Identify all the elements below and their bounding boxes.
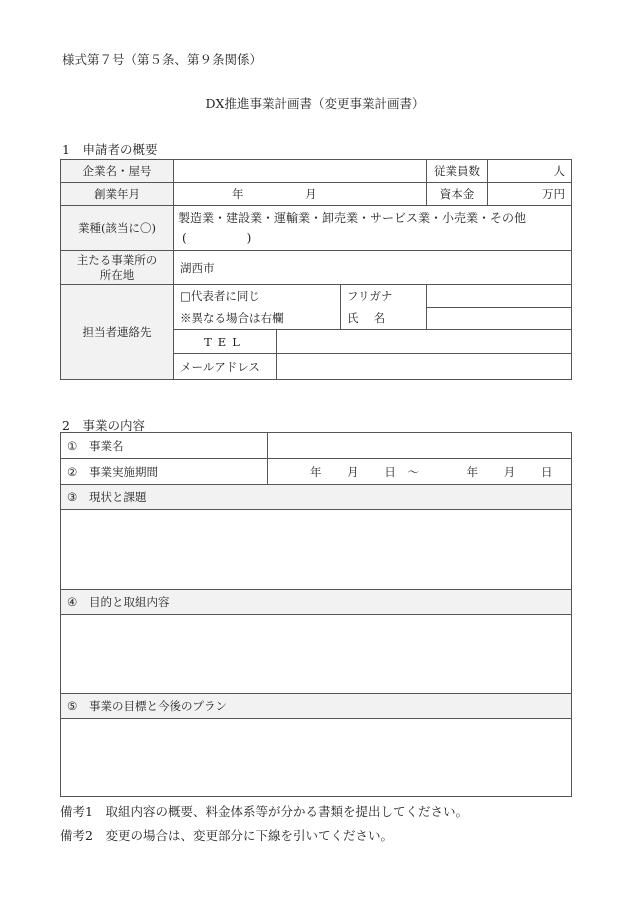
business-content-table <box>60 432 572 797</box>
industry-other: ( ) <box>182 231 252 245</box>
email-field[interactable] <box>277 354 572 380</box>
period-start-month: 月 <box>347 464 359 479</box>
item5-number: ⑤ <box>67 699 78 713</box>
item2-number: ② <box>67 464 78 479</box>
industry-field[interactable] <box>174 206 572 251</box>
period-label <box>61 459 268 485</box>
tel-field[interactable] <box>277 330 572 354</box>
purpose-header <box>61 590 572 615</box>
capital-unit: 万円 <box>542 187 566 201</box>
section2-heading: 2 事業の内容 <box>62 418 145 433</box>
applicant-overview-table <box>60 159 572 380</box>
note-1: 備考1 取組内容の概要、料金体系等が分かる書類を提出してください。 <box>60 804 468 819</box>
founded-label: 創業年月 <box>61 183 174 206</box>
period-tilde: ～ <box>407 464 419 479</box>
form-number: 様式第７号（第５条、第９条関係） <box>62 52 263 67</box>
founded-year-unit: 年 <box>232 187 244 201</box>
project-name-label <box>61 433 268 459</box>
item2-label: 事業実施期間 <box>89 464 158 479</box>
tel-label: TEL <box>174 330 277 354</box>
company-name-field[interactable] <box>174 160 427 183</box>
period-start-day: 日 <box>384 464 396 479</box>
if-different-note: ※異なる場合は右欄 <box>180 311 284 325</box>
industry-options: 製造業・建設業・運輸業・卸売業・サービス業・小売業・その他 <box>178 211 527 225</box>
email-label: メールアドレス <box>174 354 277 380</box>
name-label: 氏 名 <box>341 307 427 330</box>
furigana-field[interactable] <box>427 285 572 308</box>
project-name-field[interactable] <box>268 433 572 459</box>
section1-heading: 1 申請者の概要 <box>62 142 158 157</box>
office-label-line2: 所在地 <box>99 267 135 282</box>
employees-label: 従業員数 <box>427 160 488 183</box>
period-end-day: 日 <box>540 464 553 479</box>
office-field[interactable]: 湖西市 <box>174 251 572 285</box>
document-title: DX推進事業計画書（変更事業計画書） <box>205 96 425 111</box>
capital-label: 資本金 <box>427 183 488 206</box>
industry-label: 業種(該当に〇) <box>61 206 174 251</box>
period-field[interactable] <box>268 459 572 485</box>
note-2: 備考2 変更の場合は、変更部分に下線を引いてください。 <box>60 828 393 843</box>
contact-same-box[interactable] <box>174 285 341 330</box>
goals-field[interactable] <box>61 719 572 797</box>
item3-label: 現状と課題 <box>89 490 147 504</box>
company-name-label: 企業名・屋号 <box>61 160 174 183</box>
item4-label: 目的と取組内容 <box>89 595 170 609</box>
current-issues-header <box>61 485 572 510</box>
item3-number: ③ <box>67 490 78 504</box>
current-issues-field[interactable] <box>61 510 572 590</box>
period-end-year: 年 <box>466 464 479 479</box>
capital-field[interactable] <box>488 183 572 206</box>
office-label <box>61 251 174 285</box>
item4-number: ④ <box>67 595 78 609</box>
item5-label: 事業の目標と今後のプラン <box>89 699 227 713</box>
employees-field[interactable] <box>488 160 572 183</box>
contact-label: 担当者連絡先 <box>61 285 174 380</box>
item1-number: ① <box>67 438 78 453</box>
founded-field[interactable] <box>174 183 427 206</box>
same-as-rep-checkbox[interactable]: □代表者に同じ <box>180 289 260 303</box>
furigana-label: フリガナ <box>341 285 427 308</box>
founded-month-unit: 月 <box>305 187 317 201</box>
office-label-line1: 主たる事業所の <box>76 252 158 267</box>
purpose-field[interactable] <box>61 615 572 694</box>
period-start-year: 年 <box>310 464 322 479</box>
goals-header <box>61 694 572 719</box>
item1-label: 事業名 <box>89 438 124 453</box>
name-field[interactable] <box>427 307 572 330</box>
period-end-month: 月 <box>503 464 516 479</box>
employees-unit: 人 <box>553 164 566 178</box>
